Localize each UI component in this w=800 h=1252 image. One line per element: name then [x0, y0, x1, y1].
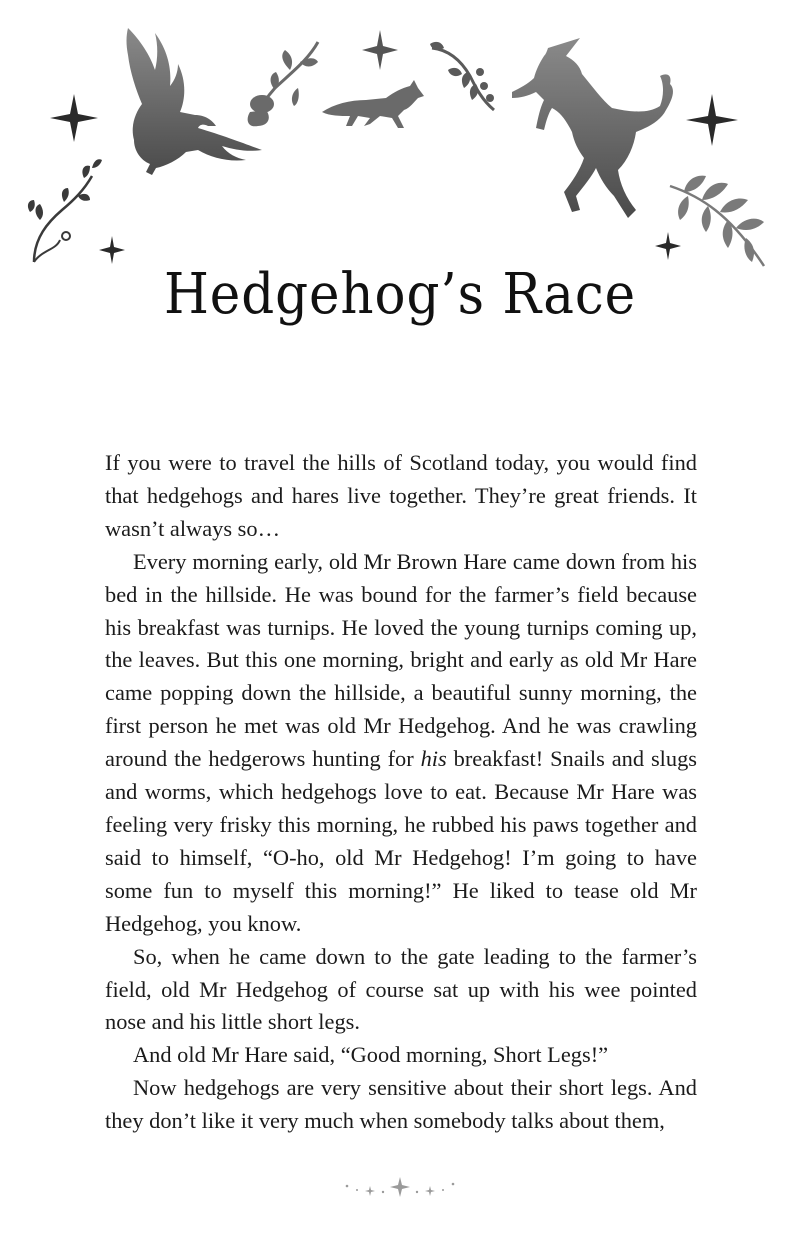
- story-body: [105, 447, 697, 1138]
- thistle-icon: [248, 42, 318, 126]
- page-title: Hedgehog’s Race: [163, 262, 637, 327]
- text-run: breakfast! Snails and slugs and worms, which hedgehogs love to eat. Because Mr Hare was feeling very frisky this morning, he rubbed his paws together and said to himself, “O-ho, old Mr Hedgehog! I’m going to have some fun to myself this morning!” He liked to tease old Mr Hedgehog, you know.: [105, 746, 697, 936]
- fox-icon: [322, 80, 424, 128]
- paragraph: If you were to travel the hills of Scotland today, you would find that hedgehogs and hares live together. They’re great friends. It wasn’t always so…: [105, 450, 697, 541]
- flower-sprig-icon: [28, 159, 102, 262]
- footer-ornament: [335, 1172, 465, 1202]
- paragraph: [105, 546, 697, 941]
- flower-sprig-icon: [430, 42, 494, 110]
- emphasis-text: his: [420, 746, 447, 772]
- paragraph: And old Mr Hare said, “Good morning, Short Legs!”: [133, 1042, 609, 1068]
- eagle-icon: [127, 28, 263, 175]
- leaf-branch-icon: [670, 176, 764, 266]
- sparkle-star-icon: [346, 1177, 455, 1197]
- header-illustration: [0, 0, 800, 280]
- sparkle-star-icon: [686, 94, 738, 146]
- sparkle-star-icon: [99, 236, 125, 264]
- sparkle-star-icon: [655, 232, 681, 260]
- sparkle-star-icon: [362, 30, 398, 70]
- sparkle-star-icon: [50, 94, 98, 142]
- unicorn-icon: [512, 38, 673, 218]
- paragraph: Now hedgehogs are very sensitive about their short legs. And they don’t like it very much when somebody talks about them,: [105, 1075, 697, 1134]
- paragraph: So, when he came down to the gate leading to the farmer’s field, old Mr Hedgehog of course sat up with his wee pointed nose and his little short legs.: [105, 943, 697, 1035]
- text-run: Every morning early, old Mr Brown Hare came down from his bed in the hillside. He was bound for the farmer’s field because his breakfast was turnips. He loved the young turnips coming up, the leaves. But this one morning, bright and early as old Mr Hare came popping down the hillside, a beautiful sunny morning, the first person he met was old Mr Hedgehog. And he was crawling around the hedgerows hunting for: [105, 548, 697, 772]
